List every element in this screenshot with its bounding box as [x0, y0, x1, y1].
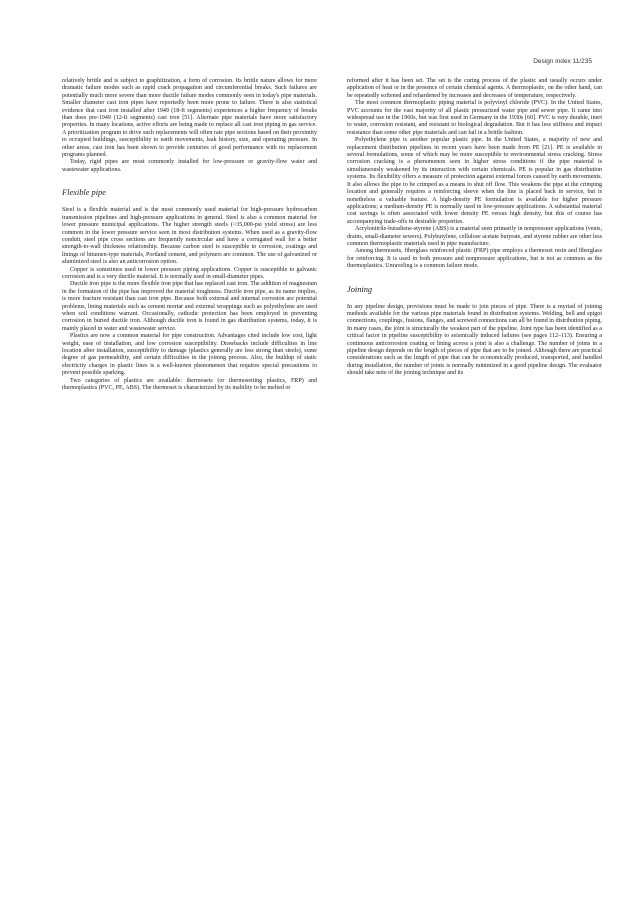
section-heading-joining: Joining — [347, 284, 373, 294]
paragraph-pvc: The most common thermoplastic piping material is polyvinyl chloride (PVC). In the United States, PVC accounts for the vast majority of all plastic pressurized water pipe and sewer pipe. It came into widespread use in the 1960s, but was first used in Germany in the 1930s [60]. PVC is very durable, inert to water, corrosion resistant, and resistant to biological degradation. But it has less stiffness and impact resistance than some other pipe materials and can fail in a brittle fashion. — [347, 100, 602, 136]
paragraph-plastics: Plastics are now a common material for pipe construction. Advantages cited include low cost, light weight, ease of installation, and low corrosion susceptibility. Drawbacks include difficulties in line location after installation, susceptibility to damage (plastics generally are less strong than steels), some degree of gas permeability, and certain difficulties in the joining process. Also, the buildup of static electricity charges in plastic lines is a well-known phenomenon that requires special precautions to prevent possible sparking. — [62, 333, 317, 377]
paragraph-frp: Among thermosets, fiberglass reinforced plastic (FRP) pipe employs a thermoset resin and fiberglass for reinforcing. It is used in both pressure and nonpressure applications, but is not as common as the thermoplastics. Unraveling is a common failure mode. — [347, 248, 602, 270]
paragraph-cast-iron: relatively brittle and is subject to graphitization, a form of corrosion. Its brittle nature allows for more dramatic failure modes such as rapid crack propagation and circumferential breaks. Such failures are potentially much more severe than more ductile failure modes commonly seen in today's pipe materials. Smaller diameter cast iron pipes have reportedly been more prone to failure. There is also statistical evidence that cast iron installed after 1949 (18-ft segments) experiences a higher frequency of breaks than does pre-1949 (12-ft segments) cast iron [51]. Alternate pipe materials have more satisfactory properties. In many locations, active efforts are being made to replace all cast iron piping in gas service. A prioritization program to drive such replacements will often rate pipe sections based on their proximity to occupied buildings, susceptibility to earth movements, leak history, size, and operating pressure. In other areas, cast iron has been shown to provide centuries of good performance with no replacement programs planned. — [62, 78, 317, 159]
left-column — [62, 78, 317, 392]
paragraph-steel: Steel is a flexible material and is the most commonly used material for high-pressure hydrocarbon transmission pipelines and high-pressure applications in general. Steel is also a common material for lower pressure municipal applications. The higher strength steels (>35,000-psi yield stress) are less common in the lower pressure service seen in most distribution systems. When used as a gravity-flow conduit, steel pipe cross sections are frequently noncircular and have a corrugated wall for a better strength-to-wall thickness relationship. Because carbon steel is susceptible to corrosion, coatings and linings of bitumen-type materials, Portland cement, and polymers are common. The use of galvanized or aluminized steel is also an anticorrosion option. — [62, 207, 317, 266]
section-heading-flexible-pipe: Flexible pipe — [62, 188, 106, 198]
paragraph-ductile-iron: Ductile iron pipe is the more flexible iron pipe that has replaced cast iron. The addition of magnesium in the formation of the pipe has improved the material toughness. Ductile iron pipe, as its name implies, is more fracture resistant than cast iron pipe. Because both external and internal corrosion are potential problems, lining materials such as cement mortar and external wrappings such as polyethylene are used when soil conditions warrant. Occasionally, cathodic protection has been employed in preventing corrosion in buried ductile iron. Although ductile iron is found in gas distribution systems, today, it is mainly placed in water and wastewater service. — [62, 281, 317, 332]
right-column — [347, 78, 602, 378]
paragraph-abs: Acrylonitrile-butadiene-styrene (ABS) is a material seen primarily in nonpressure applications (vents, drains, small-diameter sewers). Polybutylene, cellulose acetate butyrate, and styrene rubber are other less common thermoplastic materials used in pipe manufacture. — [347, 226, 602, 247]
paragraph-joining: In any pipeline design, provisions must be made to join pieces of pipe. There is a myriad of joining methods available for the various pipe materials found in distribution systems. Welding, bell and spigot connections, couplings, fusions, flanges, and screwed connections can all be found in distribution piping. In many cases, the joint is structurally the weakest part of the pipeline. Joint type has been identified as a critical factor in pipeline susceptibility to seismically induced failures (see pages 112–113). Ensuring a continuous anticorrosion coating or lining across a joint is also a challenge. The number of joints in a pipeline design depends on the length of pieces of pipe that are to be joined. Although there are practical considerations such as the length of pipe that can be economically produced, transported, and handled during installation, the number of joints is normally minimized in a good pipeline design. The evaluator should take note of the joining technique and its — [347, 303, 602, 377]
paragraph-polyethylene: Polyethylene pipe is another popular plastic pipe. In the United States, a majority of new and replacement distribution pipelines in recent years have been made from PE [21]. PE is available in several formulations, some of which may be more susceptible to environmental stress cracking. Stress corrosion cracking is a phenomenon seen in higher stress conditions if the pipe material is simultaneously weakened by its interaction with certain chemicals. PE is popular in gas distribution systems. Its flexibility offers a measure of protection against external forces caused by earth movements. It also allows the pipe to be crimped as a means to shut off flow. This weakens the pipe at the crimping location and generally requires a reinforcing sleeve when the line is placed back in service, but is nonetheless a valuable feature. A high-density PE formulation is available for higher pressure applications; a medium-density PE is normally used in low-pressure applications. A substantial material cost savings is often associated with lower density PE versus high density, but this of course has accompanying trade-offs in desirable properties. — [347, 137, 602, 225]
paragraph-copper: Copper is sometimes used in lower pressure piping applications. Copper is susceptible to galvanic corrosion and is a very ductile material. It is normally used in small-diameter pipes. — [62, 266, 317, 280]
paragraph-rigid-pipes: Today, rigid pipes are most commonly installed for low-pressure or gravity-flow water and wastewater applications. — [62, 159, 317, 173]
running-head: Design index 11/235 — [533, 58, 592, 65]
paragraph-plastic-categories: Two categories of plastics are available: thermosets (or thermosetting plastics, FRP) and thermoplastics (PVC, PE, ABS). The thermoset is characterized by its inability to be melted or — [62, 377, 317, 392]
paragraph-thermoset-continued: reformed after it has been set. The set is the curing process of the plastic and usually occurs under application of heat or in the presence of certain chemical agents. A thermoplastic, on the other hand, can be repeatedly softened and rehardened by increases and decreases of temperature, respectively. — [347, 78, 602, 99]
